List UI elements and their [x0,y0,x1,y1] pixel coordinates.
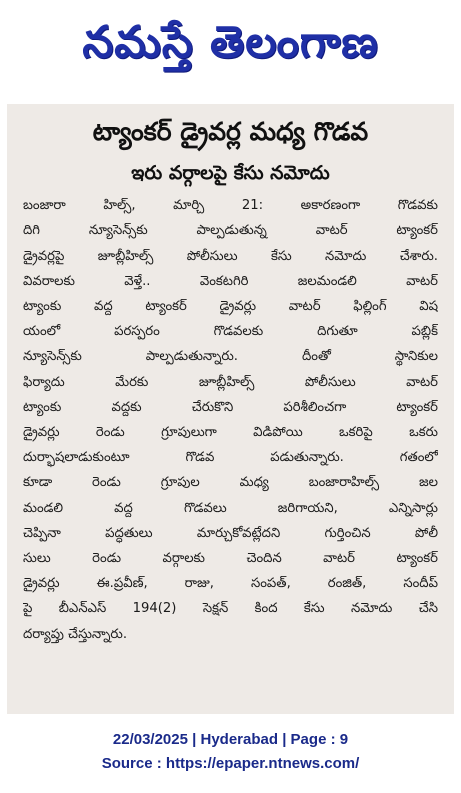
source-link[interactable]: Source : https://epaper.ntnews.com/ [101,755,360,772]
article-subheadline: ఇరు వర్గాలపై కేసు నమోదు [131,161,330,184]
body-line: దర్యాప్తు చేస్తున్నారు. [23,626,128,642]
newspaper-logo: నమస్తే తెలంగాణ [82,17,379,68]
body-line: పై బీఎన్‌ఎస్ 194(2) సెక్షన్ కింద కేసు నమోదు చేసి [23,601,438,617]
body-line: దిగి న్యూసెన్స్‌కు పాల్పడుతున్న వాటర్ ట్యాంకర్ [23,223,438,239]
body-line: డ్రైవర్లు రెండు గ్రూపులుగా విడిపోయి ఒకరిపై ఒకరు [23,425,438,441]
article-clipping [7,104,454,714]
body-line: దుర్భాషలాడుకుంటూ గొడవ పడుతున్నారు. గతంలో [23,450,438,466]
article-body [23,193,438,647]
body-line: డ్రైవర్లు ఈ.ప్రవీణ్, రాజు, సంపత్, రంజిత్, సందీప్ [23,576,438,592]
body-line: బంజారా హిల్స్, మార్చి 21: అకారణంగా గొడవకు [23,198,438,214]
article-headline: ట్యాంకర్ డ్రైవర్ల మధ్య గొడవ [92,117,369,146]
body-line: డ్రైవర్లపై జూబ్లీహిల్స్ పోలీసులు కేసు నమోదు చేశారు. [23,248,438,264]
body-line: ఫిర్యాదు మేరకు జూబ్లీహిల్స్ పోలీసులు వాటర్ [23,374,438,390]
body-line: మండలి వద్ద గొడవలు జరిగాయని, ఎన్నిసార్లు [23,500,438,516]
body-line: కూడా రెండు గ్రూపుల మధ్య బంజారాహిల్స్ జల [23,475,438,491]
body-line: వివరాలకు వెళ్తే.. వెంకటగిరి జలమండలి వాటర్ [23,273,438,289]
body-line: సులు రెండు వర్గాలకు చెందిన వాటర్ ట్యాంకర్ [23,551,438,567]
publication-info: 22/03/2025 | Hyderabad | Page : 9 [112,731,349,748]
body-line: ట్యాంకు వద్దకు చేరుకొని పరిశీలించగా ట్యాంకర్ [23,399,438,415]
body-line: ట్యాంకు వద్ద ట్యాంకర్ డ్రైవర్లు వాటర్ ఫిల్లింగ్ విష [23,299,438,314]
body-line: యంలో పరస్పరం గొడవలకు దిగుతూ పబ్లిక్ [23,324,438,340]
body-line: చెప్పినా పద్ధతులు మార్చుకోవట్లేదని గుర్తించిన పోలీ [23,525,438,541]
body-line: న్యూసెన్స్‌కు పాల్పడుతున్నారు. దీంతో స్థానికుల [23,349,438,365]
masthead [0,0,461,86]
